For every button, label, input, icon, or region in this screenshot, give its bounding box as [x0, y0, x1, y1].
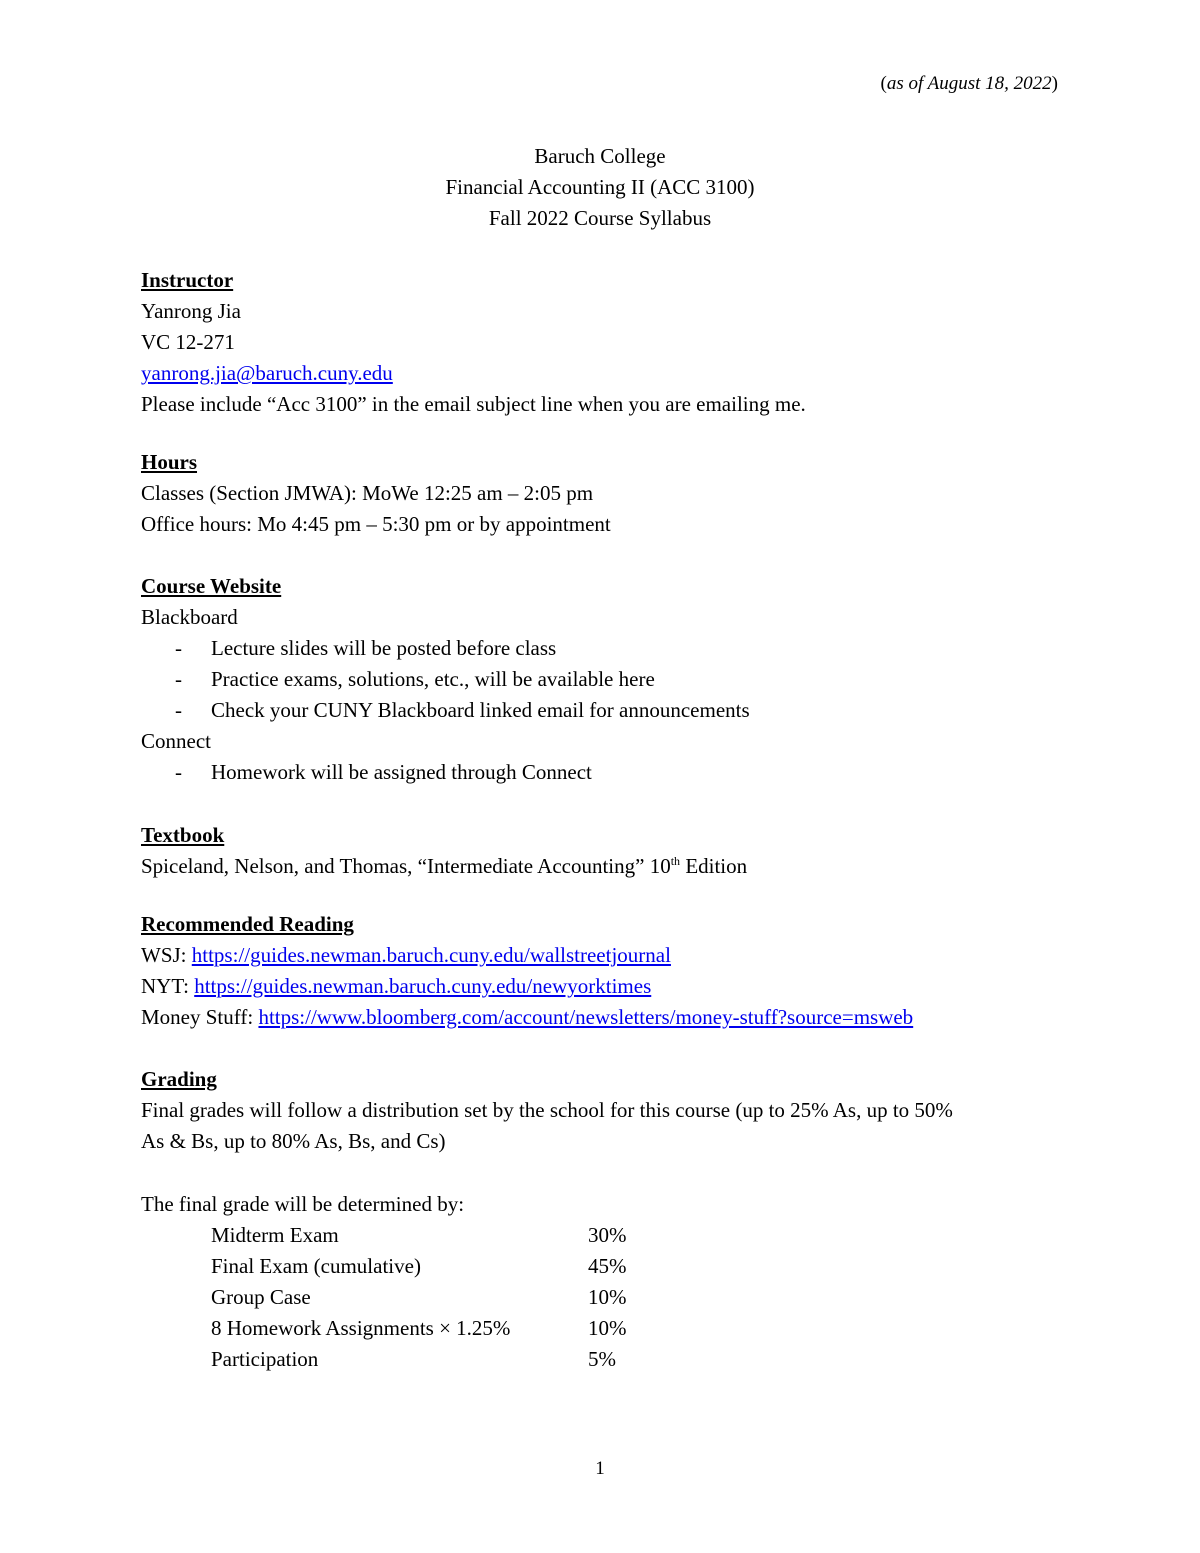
grade-distribution-line-2: As & Bs, up to 80% As, Bs, and Cs) — [141, 1129, 446, 1153]
blackboard-label: Blackboard — [141, 605, 238, 629]
hours-heading: Hours — [141, 450, 198, 474]
list-bullet: - — [175, 667, 182, 691]
textbook-citation — [141, 851, 747, 882]
connect-label: Connect — [141, 729, 211, 753]
grading-intro: The final grade will be determined by: — [141, 1192, 465, 1216]
grade-item-weight: 5% — [588, 1347, 616, 1371]
textbook-heading: Textbook — [141, 823, 225, 847]
money-stuff-link[interactable]: https://www.bloomberg.com/account/newsletters/money-stuff?source=msweb — [258, 1005, 914, 1029]
grade-item-label: 8 Homework Assignments × 1.25% — [211, 1316, 511, 1340]
list-item: Lecture slides will be posted before class — [211, 636, 557, 660]
as-of-open-paren: ( — [880, 73, 887, 94]
grade-item-label: Group Case — [211, 1285, 311, 1309]
reading-label: Money Stuff: — [141, 1005, 259, 1029]
course-title: Financial Accounting II (ACC 3100) — [445, 175, 755, 199]
grade-item-label: Participation — [211, 1347, 319, 1371]
edition-label: Edition — [680, 854, 748, 878]
email-subject-note: Please include “Acc 3100” in the email subject line when you are emailing me. — [141, 392, 806, 416]
textbook-text: Spiceland, Nelson, and Thomas, “Intermediate Accounting” 10 — [141, 854, 671, 878]
office-hours: Office hours: Mo 4:45 pm – 5:30 pm or by appointment — [141, 512, 611, 536]
instructor-heading: Instructor — [141, 268, 234, 292]
class-hours: Classes (Section JMWA): MoWe 12:25 am – 2:05 pm — [141, 481, 594, 505]
grade-distribution-line-1: Final grades will follow a distribution set by the school for this course (up to 25% As, up to 50% — [141, 1098, 953, 1122]
reading-item-money-stuff — [141, 1002, 913, 1033]
as-of-close-paren: ) — [1051, 73, 1058, 94]
list-item: Practice exams, solutions, etc., will be available here — [211, 667, 655, 691]
list-bullet: - — [175, 698, 182, 722]
grade-item-label: Midterm Exam — [211, 1223, 339, 1247]
grade-item-weight: 10% — [588, 1285, 627, 1309]
grading-heading: Grading — [141, 1067, 217, 1091]
syllabus-title: Fall 2022 Course Syllabus — [488, 206, 712, 230]
grade-item-weight: 30% — [588, 1223, 627, 1247]
nyt-link[interactable]: https://guides.newman.baruch.cuny.edu/newyorktimes — [194, 974, 652, 998]
instructor-email-link[interactable]: yanrong.jia@baruch.cuny.edu — [141, 361, 393, 385]
wsj-link[interactable]: https://guides.newman.baruch.cuny.edu/wallstreetjournal — [191, 943, 671, 967]
as-of-label: as of August 18, 2022 — [886, 73, 1052, 94]
reading-item-wsj — [141, 940, 671, 971]
reading-label: WSJ: — [141, 943, 192, 967]
list-bullet: - — [175, 760, 182, 784]
grade-item-label: Final Exam (cumulative) — [211, 1254, 421, 1278]
college-name: Baruch College — [534, 144, 666, 168]
grade-item-weight: 10% — [588, 1316, 627, 1340]
reading-item-nyt — [141, 971, 651, 1002]
instructor-office: VC 12-271 — [141, 330, 235, 354]
course-website-heading: Course Website — [141, 574, 282, 598]
edition-superscript: th — [670, 854, 681, 868]
page-number: 1 — [595, 1458, 605, 1479]
reading-label: NYT: — [141, 974, 195, 998]
list-item: Check your CUNY Blackboard linked email for announcements — [211, 698, 750, 722]
list-item: Homework will be assigned through Connect — [211, 760, 592, 784]
list-bullet: - — [175, 636, 182, 660]
as-of-date — [880, 70, 1058, 98]
instructor-name: Yanrong Jia — [141, 299, 241, 323]
reading-heading: Recommended Reading — [141, 912, 354, 936]
grade-item-weight: 45% — [588, 1254, 627, 1278]
